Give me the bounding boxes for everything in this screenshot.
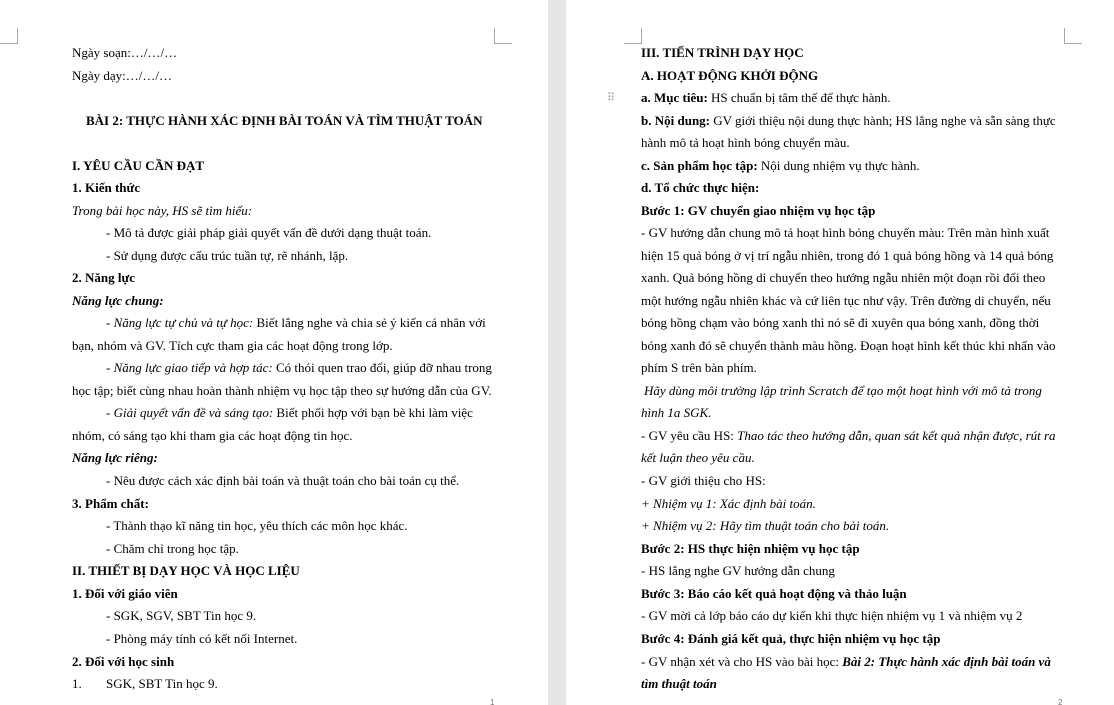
section-heading-requirements: I. YÊU CẦU CẦN ĐẠT — [72, 158, 205, 173]
teacher-item-2: - Phòng máy tính có kết nối Internet. — [106, 631, 298, 646]
step-1-para-line: xanh. Quả bóng hồng di chuyển theo hướng ngẫu nhiên một đoạn rồi đổi theo — [641, 270, 1046, 285]
objective-line — [641, 90, 891, 106]
step-1-para-line: bóng hồng chạm vào bóng xanh thì nó sẽ đi xuyên qua bóng xanh, đồng thời — [641, 315, 1040, 330]
section-heading-process: III. TIẾN TRÌNH DẠY HỌC — [641, 45, 804, 60]
product-label: c. Sản phẩm học tập: — [641, 158, 758, 173]
general-competence-2-cont: học tập; biết cùng nhau hoàn thành nhiệm vụ học tập theo sự hướng dẫn của GV. — [72, 383, 492, 398]
step-3-heading: Bước 3: Báo cáo kết quả hoạt động và thảo luận — [641, 586, 907, 601]
product-line — [641, 158, 920, 174]
step-1-para-line: một hướng ngẫu nhiên khác và cứ liên tục như vậy. Trên đường di chuyển, nếu — [641, 293, 1051, 308]
teach-date: Ngày dạy:…/…/… — [72, 68, 173, 83]
quality-heading: 3. Phẩm chất: — [72, 496, 149, 511]
section-heading-equipment: II. THIẾT BỊ DẠY HỌC VÀ HỌC LIỆU — [72, 563, 300, 578]
content-cont: hành mô tả hoạt hình bóng chuyển màu. — [641, 135, 850, 150]
step-2-text: - HS lắng nghe GV hướng dẫn chung — [641, 563, 835, 578]
content-line — [641, 113, 1056, 129]
step-1-heading: Bước 1: GV chuyển giao nhiệm vụ học tập — [641, 203, 876, 218]
scratch-instruction: Hãy dùng môi trường lập trình Scratch để tạo một hoạt hình với mô tả trong — [644, 383, 1042, 398]
crop-mark — [1064, 28, 1082, 44]
step-3-text: - GV mời cả lớp báo cáo dự kiến khi thực hiện nhiệm vụ 1 và nhiệm vụ 2 — [641, 608, 1023, 623]
student-item-1: SGK, SBT Tin học 9. — [106, 676, 218, 691]
teacher-intro: - GV giới thiệu cho HS: — [641, 473, 766, 488]
step-2-heading: Bước 2: HS thực hiện nhiệm vụ học tập — [641, 541, 860, 556]
product-text: Nội dung nhiệm vụ thực hành. — [757, 158, 920, 173]
objective-label: a. Mục tiêu: — [641, 90, 708, 105]
crop-mark — [0, 28, 18, 44]
knowledge-intro: Trong bài học này, HS sẽ tìm hiểu: — [72, 203, 253, 218]
step-4-text — [641, 654, 1051, 670]
specific-competence-heading: Năng lực riêng: — [72, 450, 158, 465]
document-page-2[interactable] — [566, 0, 1114, 705]
page-gutter — [548, 0, 566, 705]
general-competence-3-cont: nhóm, có sáng tạo khi tham gia các hoạt động tin học. — [72, 428, 353, 443]
specific-competence-1: - Nêu được cách xác định bài toán và thuật toán cho bài toán cụ thể. — [106, 473, 460, 488]
teacher-heading: 1. Đối với giáo viên — [72, 586, 178, 601]
step-4-lesson-ref: Bài 2: Thực hành xác định bài toán và — [842, 654, 1051, 669]
teacher-request-cont: kết luận theo yêu cầu. — [641, 450, 755, 465]
scratch-instruction-cont: hình 1a SGK. — [641, 405, 712, 420]
objective-text: HS chuẩn bị tâm thế để thực hành. — [707, 90, 891, 105]
crop-mark — [494, 28, 512, 44]
general-competence-2 — [106, 360, 492, 376]
knowledge-heading: 1. Kiến thức — [72, 180, 141, 195]
teacher-request-line — [641, 428, 1056, 444]
step-1-para-line: - GV hướng dẫn chung mô tả hoạt hình bóng chuyển màu: Trên màn hình xuất — [641, 225, 1050, 240]
step-1-para-line: phím S trên bàn phím. — [641, 360, 757, 375]
general-competence-3 — [106, 405, 473, 421]
crop-mark — [624, 28, 642, 44]
step-4-text-plain: - GV nhận xét và cho HS vào bài học: — [641, 654, 843, 669]
step-1-para-line: bóng xanh đó sẽ chuyển thành màu hồng. Đoạn hoạt hình kết thúc khi nhấn vào — [641, 338, 1056, 353]
general-competence-3-text: Biết phối hợp với bạn bè khi làm việc — [273, 405, 473, 420]
general-competence-3-label: - Giải quyết vấn đề và sáng tạo: — [106, 405, 274, 420]
content-text: GV giới thiệu nội dung thực hành; HS lắng nghe và sẵn sàng thực — [710, 113, 1056, 128]
lesson-title: BÀI 2: THỰC HÀNH XÁC ĐỊNH BÀI TOÁN VÀ TÌM THUẬT TOÁN — [86, 113, 483, 128]
teacher-request-text: Thao tác theo hướng dẫn, quan sát kết quả nhận được, rút ra — [733, 428, 1056, 443]
page-number: 2 — [1058, 698, 1063, 705]
prep-date: Ngày soạn:…/…/… — [72, 45, 178, 60]
step-4-lesson-ref-cont: tìm thuật toán — [641, 676, 717, 691]
student-heading: 2. Đối với học sinh — [72, 654, 175, 669]
general-competence-2-label: - Năng lực giao tiếp và hợp tác: — [106, 360, 273, 375]
general-competence-1-cont: bạn, nhóm và GV. Tích cực tham gia các hoạt động trong lớp. — [72, 338, 393, 353]
task-1: + Nhiệm vụ 1: Xác định bài toán. — [641, 496, 816, 511]
drag-handle-icon[interactable]: ⠿ — [607, 91, 615, 104]
teacher-item-1: - SGK, SGV, SBT Tin học 9. — [106, 608, 257, 623]
general-competence-1-label: - Năng lực tự chủ và tự học: — [106, 315, 254, 330]
document-page-1[interactable] — [0, 0, 548, 705]
content-label: b. Nội dung: — [641, 113, 710, 128]
knowledge-item-1: - Mô tả được giải pháp giải quyết vấn đề dưới dạng thuật toán. — [106, 225, 432, 240]
quality-item-1: - Thành thạo kĩ năng tin học, yêu thích các môn học khác. — [106, 518, 408, 533]
competence-heading: 2. Năng lực — [72, 270, 136, 285]
step-1-para-line: hiện 15 quả bóng ở vị trí ngẫu nhiên, trong đó 1 quả bóng hồng và 14 quả bóng — [641, 248, 1054, 263]
general-competence-2-text: Có thói quen trao đổi, giúp đỡ nhau trong — [272, 360, 492, 375]
general-competence-1 — [106, 315, 486, 331]
general-competence-heading: Năng lực chung: — [72, 293, 164, 308]
organization-heading: d. Tổ chức thực hiện: — [641, 180, 760, 195]
activity-heading-warmup: A. HOẠT ĐỘNG KHỞI ĐỘNG — [641, 68, 819, 83]
page-number: 1 — [490, 698, 495, 705]
task-2: + Nhiệm vụ 2: Hãy tìm thuật toán cho bài toán. — [641, 518, 890, 533]
student-item-1-number: 1. — [72, 676, 82, 691]
teacher-request-label: - GV yêu cầu HS: — [641, 428, 734, 443]
step-4-heading: Bước 4: Đánh giá kết quả, thực hiện nhiệm vụ học tập — [641, 631, 941, 646]
quality-item-2: - Chăm chỉ trong học tập. — [106, 541, 239, 556]
general-competence-1-text: Biết lắng nghe và chia sẻ ý kiến cá nhân với — [253, 315, 486, 330]
knowledge-item-2: - Sử dụng được cấu trúc tuần tự, rẽ nhánh, lặp. — [106, 248, 349, 263]
